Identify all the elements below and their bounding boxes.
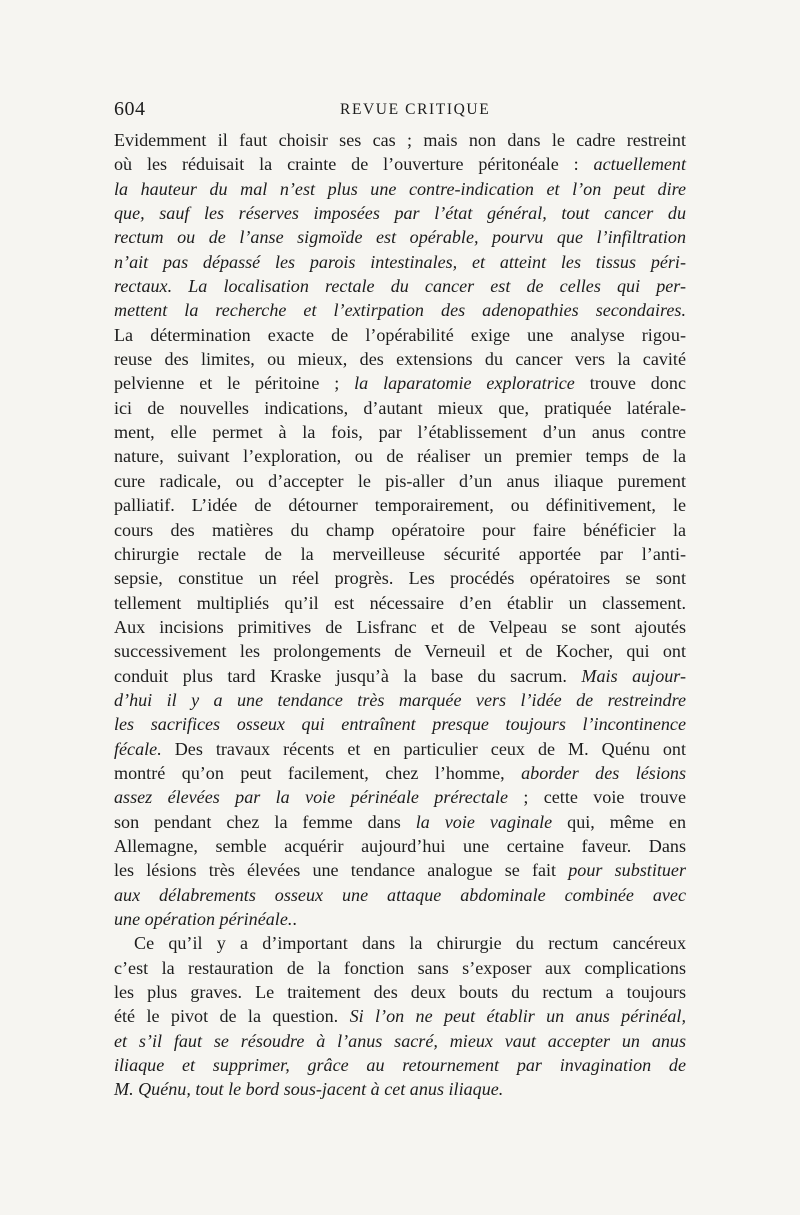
text-line <box>114 420 686 444</box>
text-line <box>114 542 686 566</box>
page-header <box>114 98 694 128</box>
roman-text: qui, même en <box>552 811 686 832</box>
italic-text: n’ait pas dépassé les parois intestinales, et atteint les tissus péri- <box>114 251 686 272</box>
roman-text: c’est la restauration de la fonction sans s’exposer aux complications <box>114 957 686 978</box>
italic-text: rectaux. La localisation rectale du cancer est de celles qui per- <box>114 276 686 297</box>
text-line <box>114 956 686 980</box>
roman-text: ici de nouvelles indications, d’autant mieux que, pratiquée latérale- <box>114 397 686 418</box>
body-text <box>114 128 686 1102</box>
roman-text: . <box>292 909 297 929</box>
text-line <box>114 177 686 201</box>
italic-text: rectum ou de l’anse sigmoïde est opérable, pourvu que l’infiltration <box>114 227 686 248</box>
text-line <box>114 152 686 176</box>
italic-text: une opération périnéale. <box>114 909 293 929</box>
text-line <box>114 834 686 858</box>
italic-text: d’hui il y a une tendance très marquée vers l’idée de restreindre <box>114 689 686 710</box>
text-line <box>114 444 686 468</box>
text-line <box>114 907 686 931</box>
text-line <box>114 858 686 882</box>
italic-text: iliaque et supprimer, grâce au retournement par invagination de <box>114 1055 686 1076</box>
roman-text: chirurgie rectale de la merveilleuse sécurité apportée par l’anti- <box>114 543 686 564</box>
text-line <box>114 591 686 615</box>
roman-text: montré qu’on peut facilement, chez l’homme, <box>114 762 522 783</box>
italic-text: actuellement <box>593 154 686 175</box>
text-line <box>114 128 686 152</box>
roman-text: été le pivot de la question. <box>114 1006 350 1027</box>
italic-text: aborder des lésions <box>521 762 686 783</box>
roman-text: successivement les prolongements de Verneuil et de Kocher, qui ont <box>114 641 686 662</box>
text-line <box>114 1053 686 1077</box>
italic-text: la laparatomie exploratrice <box>354 373 575 394</box>
text-line <box>114 761 686 785</box>
text-line <box>114 566 686 590</box>
text-line <box>114 1029 686 1053</box>
italic-text: fécale. <box>114 738 162 759</box>
text-line <box>114 298 686 322</box>
roman-text: Allemagne, semble acquérir aujourd’hui une certaine faveur. Dans <box>114 835 686 856</box>
roman-text: conduit plus tard Kraske jusqu’à la base du sacrum. <box>114 665 582 686</box>
text-line <box>114 980 686 1004</box>
text-line <box>114 737 686 761</box>
italic-text: M. Quénu, tout le bord sous-jacent à cet anus iliaque. <box>114 1079 504 1100</box>
italic-text: Mais aujour- <box>581 665 687 686</box>
text-line <box>114 688 686 712</box>
italic-text: mettent la recherche et l’extirpation des adenopathies secondaires. <box>114 300 686 321</box>
roman-text: Ce qu’il y a d’important dans la chirurgie du rectum cancéreux <box>134 933 686 954</box>
italic-text: que, sauf les réserves imposées par l’état général, tout cancer du <box>114 203 686 224</box>
running-head: REVUE CRITIQUE <box>340 101 491 118</box>
roman-text: son pendant chez la femme dans <box>114 811 416 832</box>
roman-text: les plus graves. Le traitement des deux bouts du rectum a toujours <box>114 982 686 1003</box>
text-line <box>114 518 686 542</box>
roman-text: trouve donc <box>574 373 686 394</box>
italic-text: la hauteur du mal n’est plus une contre-indication et l’on peut dire <box>114 178 686 199</box>
italic-text: et s’il faut se résoudre à l’anus sacré, mieux vaut accepter un anus <box>114 1030 686 1051</box>
page-number: 604 <box>114 98 146 120</box>
text-line <box>114 931 686 955</box>
roman-text: pelvienne et le péritoine ; <box>114 373 355 394</box>
text-line <box>114 810 686 834</box>
roman-text: palliatif. L’idée de détourner temporairement, ou définitivement, le <box>114 495 686 516</box>
roman-text: Aux incisions primitives de Lisfranc et de Velpeau se sont ajoutés <box>114 616 686 637</box>
italic-text: les sacrifices osseux qui entraînent presque toujours l’incontinence <box>114 714 686 735</box>
text-line <box>114 664 686 688</box>
roman-text: ment, elle permet à la fois, par l’établissement d’un anus contre <box>114 422 686 443</box>
text-line <box>114 712 686 736</box>
text-line <box>114 469 686 493</box>
roman-text: où les réduisait la crainte de l’ouverture péritonéale : <box>114 154 594 175</box>
text-line <box>114 883 686 907</box>
roman-text: Evidemment il faut choisir ses cas ; mais non dans le cadre restreint <box>114 130 686 150</box>
text-line <box>114 347 686 371</box>
italic-text: la voie vaginale <box>415 811 553 832</box>
text-line <box>114 639 686 663</box>
roman-text: cure radicale, ou d’accepter le pis-aller d’un anus iliaque purement <box>114 470 686 491</box>
roman-text: reuse des limites, ou mieux, des extensions du cancer vers la cavité <box>114 349 686 370</box>
roman-text: sepsie, constitue un réel progrès. Les procédés opératoires se sont <box>114 568 686 589</box>
text-line <box>114 323 686 347</box>
text-line <box>114 274 686 298</box>
italic-text: Si l’on ne peut établir un anus périnéal, <box>349 1006 686 1027</box>
roman-text: cours des matières du champ opératoire pour faire bénéficier la <box>114 519 686 540</box>
text-line <box>114 225 686 249</box>
roman-text: La détermination exacte de l’opérabilité exige une analyse rigou- <box>114 324 686 345</box>
italic-text: pour substituer <box>568 860 686 881</box>
italic-text: assez élevées par la voie périnéale prérectale <box>114 787 508 808</box>
roman-text: nature, suivant l’exploration, ou de réaliser un premier temps de la <box>114 446 686 467</box>
roman-text: tellement multipliés qu’il est nécessaire d’en établir un classement. <box>114 592 686 613</box>
roman-text: Des travaux récents et en particulier ceux de M. Quénu ont <box>161 738 686 759</box>
roman-text: ; cette voie trouve <box>507 787 686 808</box>
text-line <box>114 201 686 225</box>
text-line <box>114 493 686 517</box>
text-line <box>114 1004 686 1028</box>
text-line <box>114 1077 686 1101</box>
text-line <box>114 371 686 395</box>
italic-text: aux délabrements osseux une attaque abdominale combinée avec <box>114 884 686 905</box>
roman-text: les lésions très élevées une tendance analogue se fait <box>114 860 569 881</box>
text-line <box>114 396 686 420</box>
text-line <box>114 250 686 274</box>
text-line <box>114 785 686 809</box>
text-line <box>114 615 686 639</box>
